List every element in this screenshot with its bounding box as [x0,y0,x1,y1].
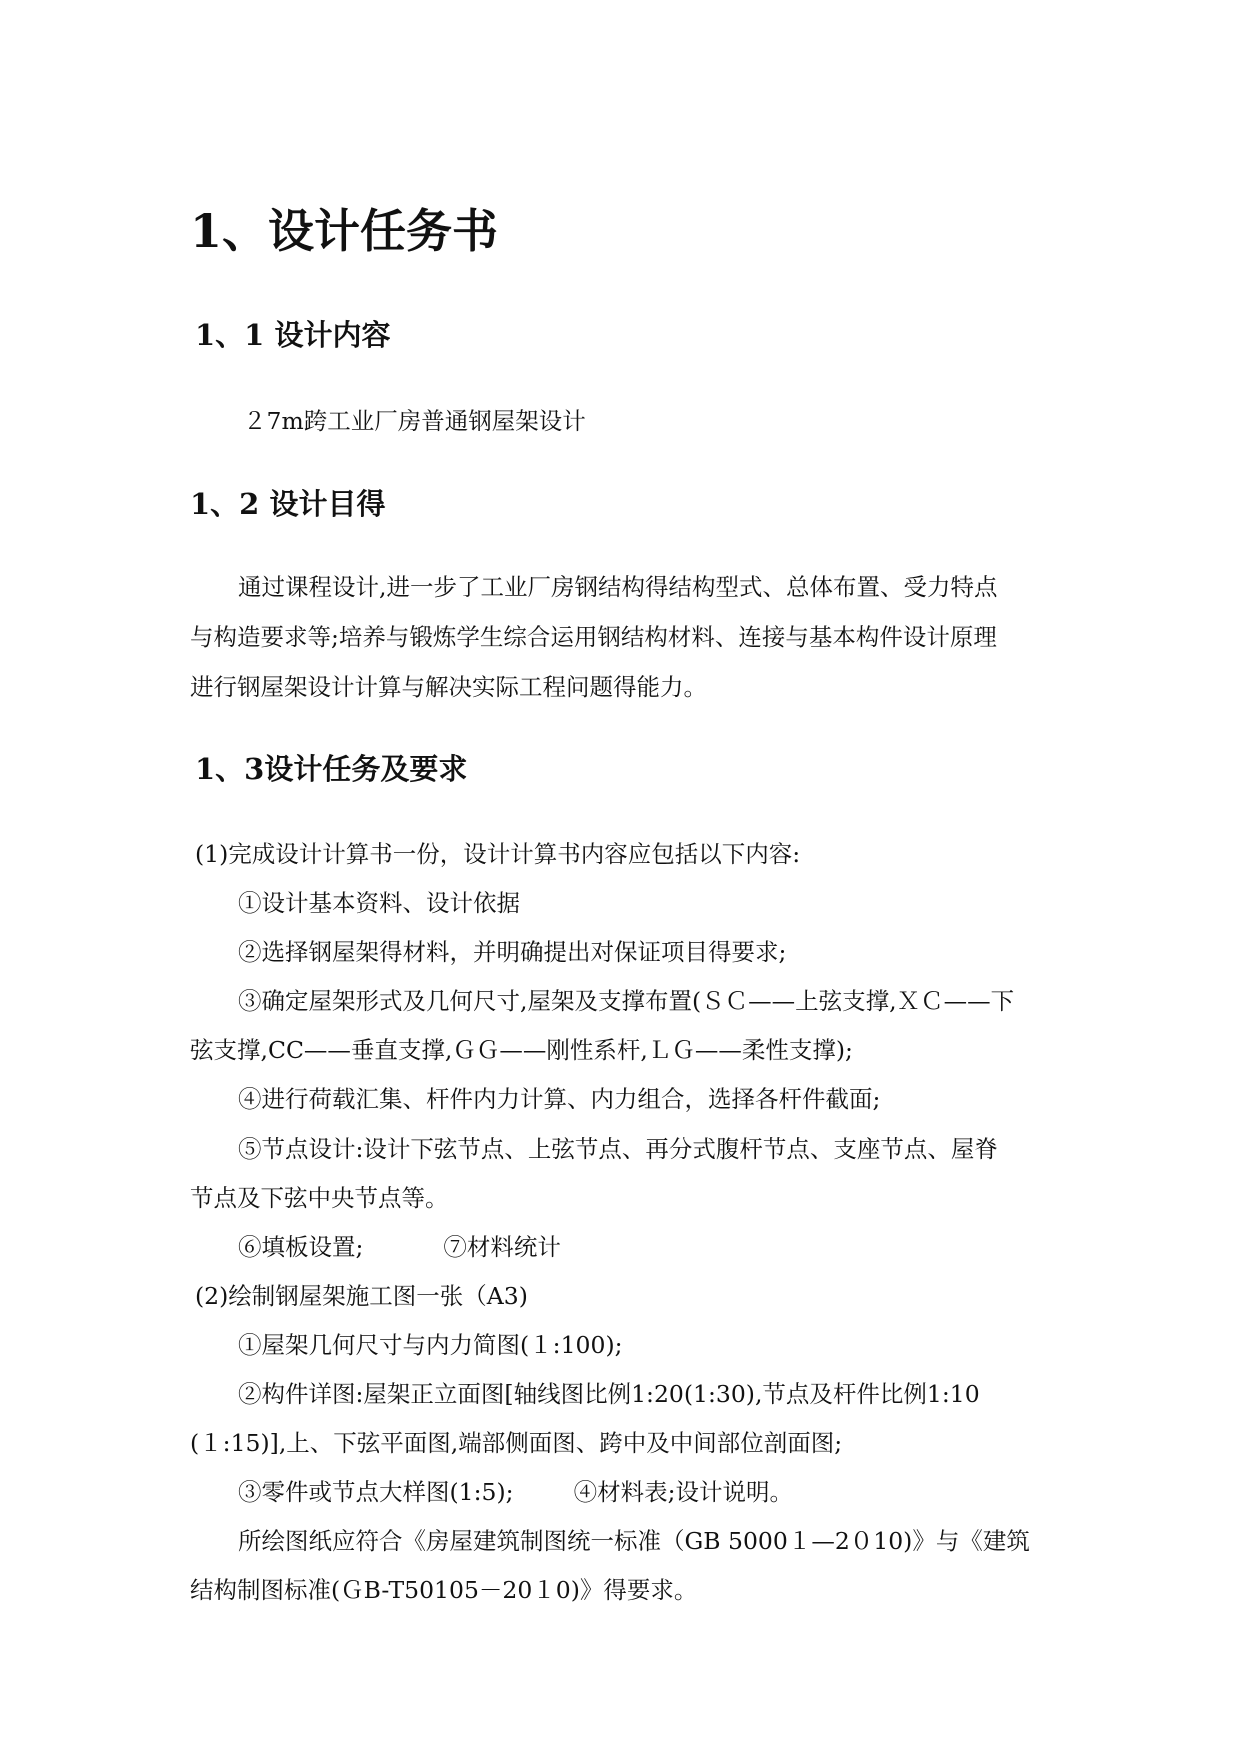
list-item-material-table: ④材料表;设计说明。 [573,1478,793,1506]
paragraph-line: ⑤节点设计:设计下弦节点、上弦节点、再分式腹杆节点、支座节点、屋脊 [238,1135,998,1163]
paragraph-line: 通过课程设计,进一步了工业厂房钢结构得结构型式、总体布置、受力特点 [238,573,998,601]
list-item-detail-drawing: ③零件或节点大样图(1:5); [238,1478,514,1506]
paragraph-line: ①设计基本资料、设计依据 [238,889,520,917]
section-heading-1-1: 1、1 设计内容 [195,318,391,352]
section-heading-1-2: 1、2 设计目得 [190,487,386,521]
paragraph-line: 结构制图标准(ＧB-T50105－20１0)》得要求。 [190,1576,698,1604]
paragraph-line: (1)完成设计计算书一份，设计计算书内容应包括以下内容: [195,840,801,868]
paragraph-line: ②构件详图:屋架正立面图[轴线图比例1:20(1:30),节点及杆件比例1:10 [238,1380,980,1408]
paragraph-line: 节点及下弦中央节点等。 [190,1184,449,1212]
paragraph-line: ①屋架几何尺寸与内力简图(１:100); [238,1331,623,1359]
paragraph-line: ④进行荷载汇集、杆件内力计算、内力组合，选择各杆件截面; [238,1085,881,1113]
paragraph-line: 所绘图纸应符合《房屋建筑制图统一标准（GB 5000１—2０10)》与《建筑 [238,1527,1030,1555]
paragraph-line: (１:15)],上、下弦平面图,端部侧面图、跨中及中间部位剖面图; [190,1429,843,1457]
paragraph-line: 弦支撑,CC——垂直支撑,ＧＧ——刚性系杆,ＬＧ——柔性支撑); [190,1036,853,1064]
paragraph-line: 与构造要求等;培养与锻炼学生综合运用钢结构材料、连接与基本构件设计原理 [190,623,997,651]
page-title: 1、设计任务书 [190,204,499,258]
list-item-fill-plate: ⑥填板设置; [238,1233,364,1261]
section-heading-1-3: 1、3设计任务及要求 [195,752,468,786]
paragraph-line: ②选择钢屋架得材料，并明确提出对保证项目得要求; [238,938,787,966]
paragraph-line [238,1473,793,1507]
section-text-1-1: ２7m跨工业厂房普通钢屋架设计 [243,407,586,435]
paragraph-line: ③确定屋架形式及几何尺寸,屋架及支撑布置(ＳＣ——上弦支撑,ＸＣ——下 [238,987,1015,1015]
paragraph-line: 进行钢屋架设计计算与解决实际工程问题得能力。 [190,673,707,701]
list-item-material-stats: ⑦材料统计 [443,1233,561,1261]
paragraph-line [238,1228,561,1262]
paragraph-line: (2)绘制钢屋架施工图一张（A3) [195,1282,528,1310]
